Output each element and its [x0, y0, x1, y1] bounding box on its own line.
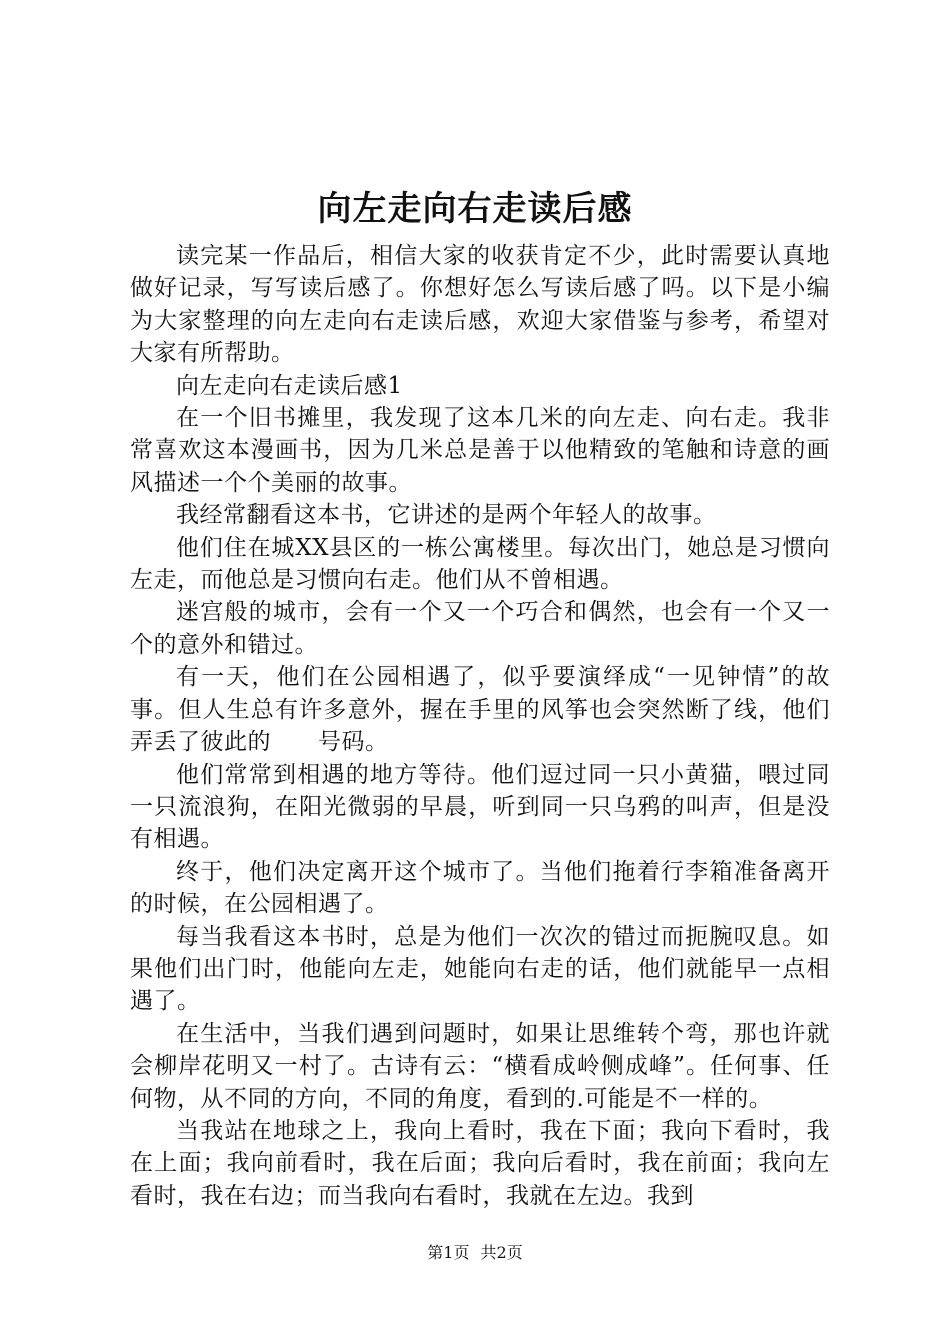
paragraph: 当我站在地球之上，我向上看时，我在下面；我向下看时，我在上面；我向前看时，我在后面；我向后看时，我在前面；我向左看时，我在右边；而当我向右看时，我就在左边。我到: [130, 1117, 830, 1209]
paragraph: 在生活中，当我们遇到问题时，如果让思维转个弯，那也许就会柳岸花明又一村了。古诗有云：“横看成岭侧成峰”。任何事、任何物，从不同的方向，不同的角度，看到的.可能是不一样的。: [130, 1020, 830, 1112]
page-number: 第1页: [427, 1243, 470, 1262]
paragraph: 有一天，他们在公园相遇了，似乎要演绎成“一见钟情”的故事。但人生总有许多意外，握在手里的风筝也会突然断了线，他们弄丢了彼此的 号码。: [130, 664, 830, 756]
section-heading: 向左走向右走读后感1: [176, 372, 403, 399]
paragraph: 迷宫般的城市，会有一个又一个巧合和偶然，也会有一个又一个的意外和错过。: [130, 599, 830, 658]
paragraph: 每当我看这本书时，总是为他们一次次的错过而扼腕叹息。如果他们出门时，他能向左走，她能向右走的话，他们就能早一点相遇了。: [130, 923, 830, 1015]
page-title: 向左走向右走读后感: [317, 189, 633, 229]
document-body: [130, 240, 830, 1212]
page-total: 共2页: [480, 1243, 523, 1262]
page-footer: [0, 1242, 950, 1264]
paragraph: 他们常常到相遇的地方等待。他们逗过同一只小黄猫，喂过同一只流浪狗，在阳光微弱的早晨，听到同一只乌鸦的叫声，但是没有相遇。: [130, 761, 830, 853]
paragraph: 我经常翻看这本书，它讲述的是两个年轻人的故事。: [176, 502, 717, 529]
paragraph: 他们住在城XX县区的一栋公寓楼里。每次出门，她总是习惯向左走，而他总是习惯向右走。他们从不曾相遇。: [130, 534, 830, 594]
paragraph: 在一个旧书摊里，我发现了这本几米的向左走、向右走。我非常喜欢这本漫画书，因为几米总是善于以他精致的笔触和诗意的画风描述一个个美丽的故事。: [130, 405, 830, 496]
paragraph-intro: 读完某一作品后，相信大家的收获肯定不少，此时需要认真地做好记录，写写读后感了。你想好怎么写读后感了吗。以下是小编为大家整理的向左走向右走读后感，欢迎大家借鉴与参考，希望对大家有所帮助。: [130, 243, 830, 367]
paragraph: 终于，他们决定离开这个城市了。当他们拖着行李箱准备离开的时候，在公园相遇了。: [130, 858, 830, 918]
